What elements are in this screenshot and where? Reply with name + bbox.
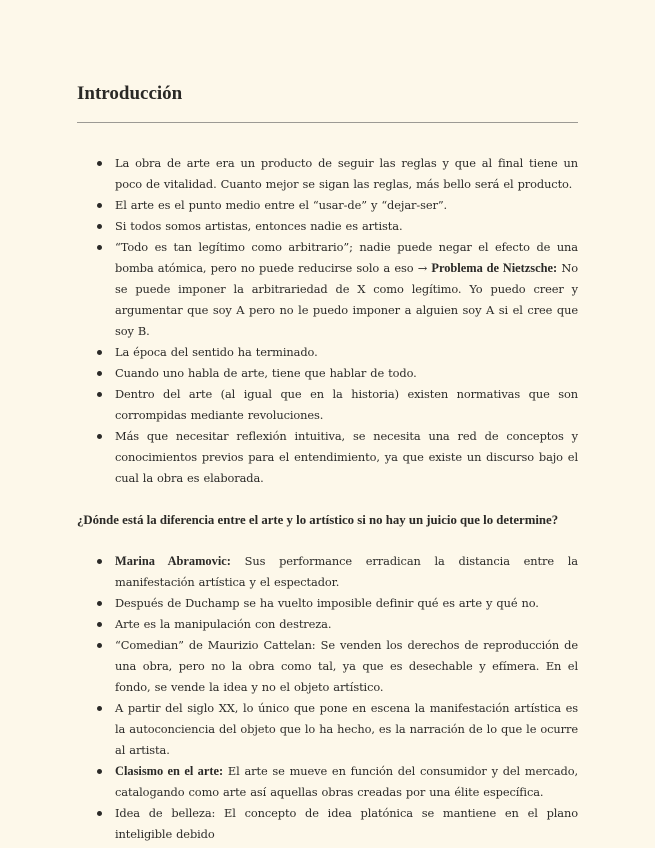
- list-item: Cuando uno habla de arte, tiene que hablar de todo.: [115, 363, 578, 384]
- list-item-text: “Todo es tan legítimo como arbitrario”; nadie puede negar el efecto de una bomba atómica, pero no puede reducirse solo a eso →: [115, 240, 578, 275]
- page-title: Introducción: [77, 83, 183, 104]
- list-item: La época del sentido ha terminado.: [115, 342, 578, 363]
- list-item: [115, 237, 578, 342]
- list-item: Dentro del arte (al igual que en la historia) existen normativas que son corrompidas mediante revoluciones.: [115, 384, 578, 426]
- list-item-bold-term: Problema de Nietzsche:: [431, 261, 558, 275]
- question-bullet-list: [77, 551, 578, 845]
- list-item: Idea de belleza: El concepto de idea platónica se mantiene en el plano inteligible debido: [115, 803, 578, 845]
- list-item: A partir del siglo XX, lo único que pone en escena la manifestación artística es la autoconciencia del objeto que lo ha hecho, es la narración de lo que le ocurre al artista.: [115, 698, 578, 761]
- intro-bullet-list: [77, 153, 578, 489]
- section-question-heading: ¿Dónde está la diferencia entre el arte y lo artístico si no hay un juicio que lo determine?: [77, 513, 559, 527]
- list-item-text: Sus performance erradican la distancia entre la manifestación artística y el espectador.: [115, 554, 578, 589]
- list-item: [115, 551, 578, 593]
- list-item: “Comedian” de Maurizio Cattelan: Se venden los derechos de reproducción de una obra, pero no la obra como tal, ya que es desechable y efímera. En el fondo, se vende la idea y no el objeto artístico.: [115, 635, 578, 698]
- list-item: Después de Duchamp se ha vuelto imposible definir qué es arte y qué no.: [115, 593, 578, 614]
- list-item: La obra de arte era un producto de seguir las reglas y que al final tiene un poco de vitalidad. Cuanto mejor se sigan las reglas, más bello será el producto.: [115, 153, 578, 195]
- list-item: El arte es el punto medio entre el “usar-de” y “dejar-ser”.: [115, 195, 578, 216]
- list-item-text: El arte se mueve en función del consumidor y del mercado, catalogando como arte así aquellas obras creadas por una élite específica.: [115, 764, 578, 799]
- list-item: Si todos somos artistas, entonces nadie es artista.: [115, 216, 578, 237]
- list-item: Arte es la manipulación con destreza.: [115, 614, 578, 635]
- list-item: [115, 761, 578, 803]
- list-item-bold-term: Clasismo en el arte:: [115, 764, 224, 778]
- list-item-bold-term: Marina Abramovic:: [115, 554, 231, 568]
- list-item: Más que necesitar reflexión intuitiva, se necesita una red de conceptos y conocimientos previos para el entendimiento, ya que existe un discurso bajo el cual la obra es elaborada.: [115, 426, 578, 489]
- title-divider: [77, 122, 578, 123]
- list-item-text: No se puede imponer la arbitrariedad de X como legítimo. Yo puedo creer y argumentar que soy A pero no le puedo imponer a alguien soy A si el cree que soy B.: [115, 261, 578, 338]
